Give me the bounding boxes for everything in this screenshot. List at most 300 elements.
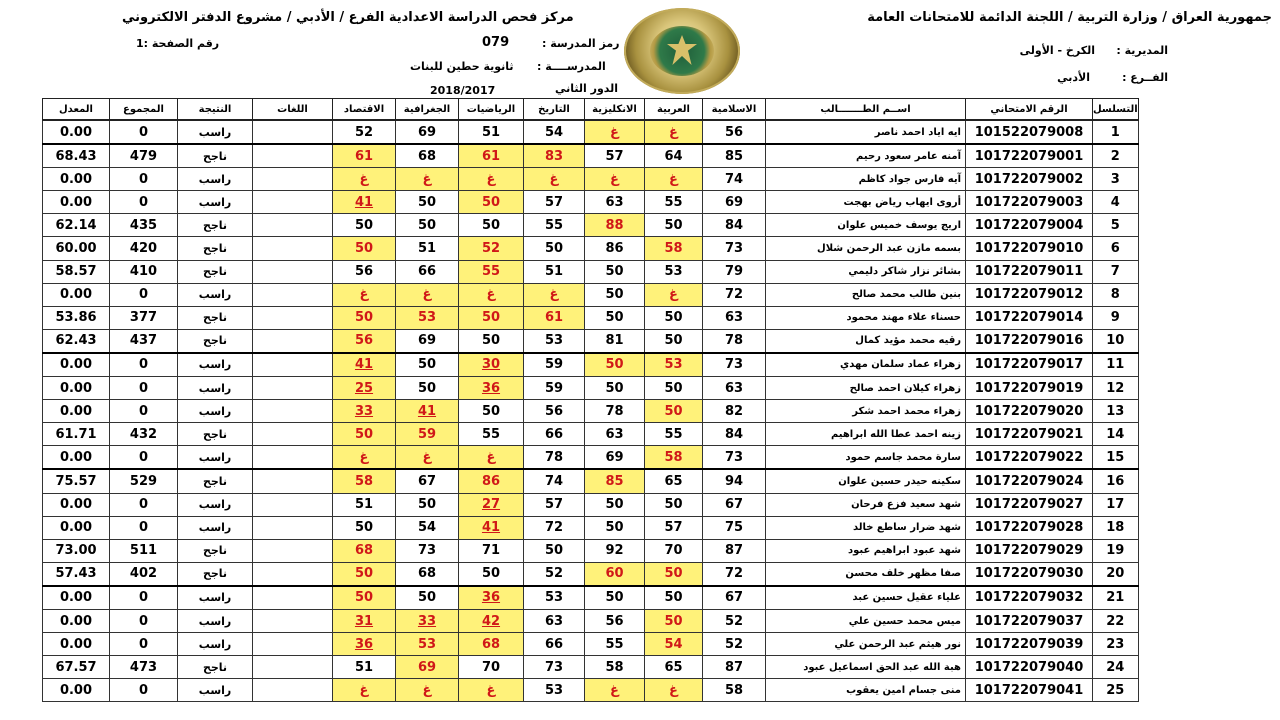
result-cell: راسب (178, 191, 253, 214)
math-cell: 27 (459, 493, 524, 516)
table-row (43, 353, 1139, 377)
geography-cell: 50 (396, 377, 459, 400)
table-header-row (43, 99, 1139, 121)
average-cell: 58.57 (43, 260, 110, 283)
branch-label: الفــرع : (1122, 71, 1168, 84)
school-name: ثانوية حطين للبنات (410, 60, 514, 73)
geography-cell: 67 (396, 469, 459, 493)
student-name-cell: زينه احمد عطا الله ابراهيم (766, 423, 966, 446)
economics-cell: غ (333, 283, 396, 306)
arabic-cell: 58 (645, 446, 703, 470)
result-cell: ناجح (178, 214, 253, 237)
total-cell: 0 (110, 400, 178, 423)
languages-cell (253, 377, 333, 400)
arabic-cell: غ (645, 679, 703, 702)
economics-cell: 25 (333, 377, 396, 400)
history-cell: 51 (524, 260, 585, 283)
total-cell: 410 (110, 260, 178, 283)
student-name-cell: سكينه حيدر حسين علوان (766, 469, 966, 493)
islamic-cell: 87 (703, 539, 766, 562)
arabic-cell: 55 (645, 423, 703, 446)
table-row (43, 516, 1139, 539)
total-cell: 377 (110, 306, 178, 329)
result-cell: ناجح (178, 562, 253, 586)
result-cell: راسب (178, 609, 253, 632)
table-row (43, 168, 1139, 191)
col-header-history: التاريخ (524, 99, 585, 121)
student-name-cell: بشائر نزار شاكر دليمي (766, 260, 966, 283)
result-cell: راسب (178, 400, 253, 423)
table-body (43, 120, 1139, 702)
economics-cell: 61 (333, 144, 396, 168)
table-row (43, 260, 1139, 283)
result-cell: راسب (178, 168, 253, 191)
student-name-cell: آمنه عامر سعود رحيم (766, 144, 966, 168)
economics-cell: 50 (333, 306, 396, 329)
result-cell: راسب (178, 446, 253, 470)
geography-cell: 50 (396, 214, 459, 237)
student-name-cell: اريج يوسف خميس علوان (766, 214, 966, 237)
table-row (43, 493, 1139, 516)
math-cell: غ (459, 283, 524, 306)
total-cell: 0 (110, 586, 178, 610)
arabic-cell: 55 (645, 191, 703, 214)
average-cell: 0.00 (43, 493, 110, 516)
economics-cell: 50 (333, 516, 396, 539)
table-row (43, 539, 1139, 562)
student-name-cell: منى جسام امين يعقوب (766, 679, 966, 702)
economics-cell: 58 (333, 469, 396, 493)
result-cell: ناجح (178, 656, 253, 679)
table-row (43, 214, 1139, 237)
history-cell: 78 (524, 446, 585, 470)
table-row (43, 306, 1139, 329)
history-cell: 74 (524, 469, 585, 493)
result-cell: راسب (178, 516, 253, 539)
arabic-cell: 64 (645, 144, 703, 168)
arabic-cell: 57 (645, 516, 703, 539)
total-cell: 0 (110, 516, 178, 539)
result-cell: راسب (178, 493, 253, 516)
languages-cell (253, 168, 333, 191)
total-cell: 0 (110, 377, 178, 400)
math-cell: 36 (459, 586, 524, 610)
economics-cell: 68 (333, 539, 396, 562)
page-number: رقم الصفحة :1 (136, 37, 220, 50)
exam-number-cell: 101522079008 (966, 120, 1093, 144)
math-cell: 86 (459, 469, 524, 493)
exam-number-cell: 101722079030 (966, 562, 1093, 586)
total-cell: 402 (110, 562, 178, 586)
result-cell: راسب (178, 633, 253, 656)
economics-cell: 41 (333, 353, 396, 377)
col-header-arabic: العربية (645, 99, 703, 121)
average-cell: 0.00 (43, 377, 110, 400)
average-cell: 73.00 (43, 539, 110, 562)
table-row (43, 329, 1139, 353)
languages-cell (253, 120, 333, 144)
islamic-cell: 85 (703, 144, 766, 168)
english-cell: 63 (585, 191, 645, 214)
arabic-cell: 53 (645, 260, 703, 283)
islamic-cell: 52 (703, 609, 766, 632)
col-header-total: المجموع (110, 99, 178, 121)
english-cell: 88 (585, 214, 645, 237)
languages-cell (253, 353, 333, 377)
result-cell: راسب (178, 679, 253, 702)
english-cell: 63 (585, 423, 645, 446)
result-cell: راسب (178, 586, 253, 610)
total-cell: 0 (110, 609, 178, 632)
school-label: المدرســــة : (537, 60, 606, 73)
result-cell: راسب (178, 120, 253, 144)
languages-cell (253, 516, 333, 539)
arabic-cell: 65 (645, 469, 703, 493)
history-cell: 57 (524, 493, 585, 516)
history-cell: غ (524, 168, 585, 191)
col-header-english: الانكليزية (585, 99, 645, 121)
result-cell: ناجح (178, 260, 253, 283)
islamic-cell: 72 (703, 562, 766, 586)
exam-number-cell: 101722079022 (966, 446, 1093, 470)
center-line: مركز فحص الدراسة الاعدادية الفرع / الأدبي / مشروع الدفتر الالكتروني (122, 10, 574, 25)
english-cell: 50 (585, 353, 645, 377)
table-row (43, 586, 1139, 610)
geography-cell: 69 (396, 329, 459, 353)
islamic-cell: 72 (703, 283, 766, 306)
geography-cell: غ (396, 168, 459, 191)
student-name-cell: آيه فارس جواد كاظم (766, 168, 966, 191)
sequence-cell: 6 (1093, 237, 1139, 260)
average-cell: 60.00 (43, 237, 110, 260)
student-name-cell: بنين طالب محمد صالح (766, 283, 966, 306)
table-row (43, 120, 1139, 144)
english-cell: 56 (585, 609, 645, 632)
geography-cell: 53 (396, 306, 459, 329)
student-name-cell: نور هيثم عبد الرحمن علي (766, 633, 966, 656)
history-cell: غ (524, 283, 585, 306)
total-cell: 511 (110, 539, 178, 562)
history-cell: 63 (524, 609, 585, 632)
exam-number-cell: 101722079040 (966, 656, 1093, 679)
islamic-cell: 63 (703, 377, 766, 400)
table-row (43, 400, 1139, 423)
student-name-cell: هبة الله عبد الحق اسماعيل عبود (766, 656, 966, 679)
year: 2018/2017 (430, 84, 496, 97)
geography-cell: 69 (396, 656, 459, 679)
table-row (43, 191, 1139, 214)
exam-number-cell: 101722079037 (966, 609, 1093, 632)
arabic-cell: 65 (645, 656, 703, 679)
student-name-cell: علياء عقيل حسين عبد (766, 586, 966, 610)
average-cell: 61.71 (43, 423, 110, 446)
islamic-cell: 67 (703, 493, 766, 516)
table-row (43, 633, 1139, 656)
sequence-cell: 4 (1093, 191, 1139, 214)
history-cell: 72 (524, 516, 585, 539)
history-cell: 53 (524, 586, 585, 610)
school-code-label: رمز المدرسة : (542, 37, 620, 50)
arabic-cell: غ (645, 120, 703, 144)
math-cell: 55 (459, 423, 524, 446)
sequence-cell: 17 (1093, 493, 1139, 516)
economics-cell: 51 (333, 656, 396, 679)
economics-cell: 56 (333, 260, 396, 283)
average-cell: 0.00 (43, 353, 110, 377)
total-cell: 0 (110, 168, 178, 191)
math-cell: 50 (459, 214, 524, 237)
sequence-cell: 18 (1093, 516, 1139, 539)
grades-table (42, 98, 1139, 702)
languages-cell (253, 191, 333, 214)
exam-number-cell: 101722079028 (966, 516, 1093, 539)
sequence-cell: 8 (1093, 283, 1139, 306)
math-cell: 42 (459, 609, 524, 632)
col-header-student-name: اســم الطـــــــالب (766, 99, 966, 121)
round-label: الدور الثاني (555, 82, 619, 95)
exam-number-cell: 101722079017 (966, 353, 1093, 377)
result-cell: ناجح (178, 423, 253, 446)
table-row (43, 283, 1139, 306)
economics-cell: 52 (333, 120, 396, 144)
table-row (43, 237, 1139, 260)
math-cell: غ (459, 446, 524, 470)
average-cell: 0.00 (43, 516, 110, 539)
arabic-cell: 50 (645, 400, 703, 423)
sequence-cell: 25 (1093, 679, 1139, 702)
sequence-cell: 7 (1093, 260, 1139, 283)
student-name-cell: صفا مظهر خلف محسن (766, 562, 966, 586)
col-header-geography: الجغرافية (396, 99, 459, 121)
islamic-cell: 79 (703, 260, 766, 283)
average-cell: 0.00 (43, 633, 110, 656)
english-cell: غ (585, 679, 645, 702)
islamic-cell: 94 (703, 469, 766, 493)
result-cell: ناجح (178, 237, 253, 260)
english-cell: 85 (585, 469, 645, 493)
sequence-cell: 23 (1093, 633, 1139, 656)
languages-cell (253, 493, 333, 516)
sequence-cell: 21 (1093, 586, 1139, 610)
total-cell: 0 (110, 353, 178, 377)
geography-cell: 50 (396, 493, 459, 516)
geography-cell: 68 (396, 562, 459, 586)
math-cell: 68 (459, 633, 524, 656)
english-cell: 60 (585, 562, 645, 586)
islamic-cell: 75 (703, 516, 766, 539)
economics-cell: غ (333, 446, 396, 470)
english-cell: 50 (585, 586, 645, 610)
exam-number-cell: 101722079021 (966, 423, 1093, 446)
history-cell: 73 (524, 656, 585, 679)
total-cell: 0 (110, 679, 178, 702)
economics-cell: 50 (333, 423, 396, 446)
languages-cell (253, 400, 333, 423)
history-cell: 57 (524, 191, 585, 214)
average-cell: 67.57 (43, 656, 110, 679)
average-cell: 68.43 (43, 144, 110, 168)
col-header-average: المعدل (43, 99, 110, 121)
average-cell: 0.00 (43, 679, 110, 702)
table-row (43, 377, 1139, 400)
directorate-label: المديرية : (1116, 44, 1168, 57)
exam-number-cell: 101722079020 (966, 400, 1093, 423)
languages-cell (253, 329, 333, 353)
math-cell: 52 (459, 237, 524, 260)
islamic-cell: 58 (703, 679, 766, 702)
col-header-exam-number: الرقم الامتحاني (966, 99, 1093, 121)
languages-cell (253, 609, 333, 632)
islamic-cell: 84 (703, 214, 766, 237)
economics-cell: 31 (333, 609, 396, 632)
total-cell: 0 (110, 191, 178, 214)
table-row (43, 656, 1139, 679)
exam-number-cell: 101722079014 (966, 306, 1093, 329)
result-cell: ناجح (178, 539, 253, 562)
student-name-cell: حسناء علاء مهند محمود (766, 306, 966, 329)
table-row (43, 562, 1139, 586)
languages-cell (253, 679, 333, 702)
math-cell: غ (459, 168, 524, 191)
english-cell: غ (585, 168, 645, 191)
table-row (43, 609, 1139, 632)
geography-cell: 41 (396, 400, 459, 423)
sequence-cell: 19 (1093, 539, 1139, 562)
english-cell: 81 (585, 329, 645, 353)
exam-number-cell: 101722079032 (966, 586, 1093, 610)
economics-cell: 50 (333, 214, 396, 237)
sequence-cell: 12 (1093, 377, 1139, 400)
result-cell: ناجح (178, 469, 253, 493)
islamic-cell: 78 (703, 329, 766, 353)
english-cell: 50 (585, 516, 645, 539)
exam-number-cell: 101722079029 (966, 539, 1093, 562)
history-cell: 56 (524, 400, 585, 423)
sequence-cell: 15 (1093, 446, 1139, 470)
history-cell: 50 (524, 539, 585, 562)
arabic-cell: 50 (645, 586, 703, 610)
economics-cell: 41 (333, 191, 396, 214)
table-row (43, 423, 1139, 446)
average-cell: 0.00 (43, 191, 110, 214)
history-cell: 66 (524, 633, 585, 656)
geography-cell: 51 (396, 237, 459, 260)
sequence-cell: 3 (1093, 168, 1139, 191)
geography-cell: 50 (396, 191, 459, 214)
math-cell: 61 (459, 144, 524, 168)
history-cell: 66 (524, 423, 585, 446)
islamic-cell: 73 (703, 446, 766, 470)
total-cell: 0 (110, 493, 178, 516)
table-row (43, 144, 1139, 168)
math-cell: 50 (459, 191, 524, 214)
exam-number-cell: 101722079003 (966, 191, 1093, 214)
school-code: 079 (482, 35, 510, 50)
english-cell: غ (585, 120, 645, 144)
languages-cell (253, 260, 333, 283)
average-cell: 75.57 (43, 469, 110, 493)
arabic-cell: 50 (645, 329, 703, 353)
economics-cell: غ (333, 168, 396, 191)
arabic-cell: 70 (645, 539, 703, 562)
math-cell: 70 (459, 656, 524, 679)
languages-cell (253, 586, 333, 610)
languages-cell (253, 562, 333, 586)
sequence-cell: 9 (1093, 306, 1139, 329)
english-cell: 58 (585, 656, 645, 679)
average-cell: 0.00 (43, 586, 110, 610)
geography-cell: 54 (396, 516, 459, 539)
arabic-cell: غ (645, 168, 703, 191)
languages-cell (253, 539, 333, 562)
geography-cell: غ (396, 679, 459, 702)
total-cell: 0 (110, 283, 178, 306)
math-cell: 36 (459, 377, 524, 400)
exam-number-cell: 101722079012 (966, 283, 1093, 306)
math-cell: 41 (459, 516, 524, 539)
col-header-economics: الاقتصاد (333, 99, 396, 121)
geography-cell: 66 (396, 260, 459, 283)
english-cell: 86 (585, 237, 645, 260)
islamic-cell: 63 (703, 306, 766, 329)
economics-cell: غ (333, 679, 396, 702)
islamic-cell: 82 (703, 400, 766, 423)
languages-cell (253, 283, 333, 306)
average-cell: 0.00 (43, 446, 110, 470)
total-cell: 420 (110, 237, 178, 260)
sequence-cell: 11 (1093, 353, 1139, 377)
exam-number-cell: 101722079027 (966, 493, 1093, 516)
languages-cell (253, 423, 333, 446)
average-cell: 0.00 (43, 609, 110, 632)
ministry-seal-logo (624, 8, 740, 94)
english-cell: 92 (585, 539, 645, 562)
table-row (43, 469, 1139, 493)
english-cell: 78 (585, 400, 645, 423)
english-cell: 50 (585, 493, 645, 516)
total-cell: 529 (110, 469, 178, 493)
col-header-islamic: الاسلامية (703, 99, 766, 121)
arabic-cell: 50 (645, 214, 703, 237)
student-name-cell: بسمه مازن عبد الرحمن شلال (766, 237, 966, 260)
islamic-cell: 52 (703, 633, 766, 656)
english-cell: 50 (585, 283, 645, 306)
exam-number-cell: 101722079024 (966, 469, 1093, 493)
average-cell: 62.43 (43, 329, 110, 353)
math-cell: 30 (459, 353, 524, 377)
sequence-cell: 24 (1093, 656, 1139, 679)
sequence-cell: 14 (1093, 423, 1139, 446)
islamic-cell: 84 (703, 423, 766, 446)
history-cell: 61 (524, 306, 585, 329)
history-cell: 52 (524, 562, 585, 586)
total-cell: 0 (110, 446, 178, 470)
student-name-cell: زهراء محمد احمد شكر (766, 400, 966, 423)
average-cell: 62.14 (43, 214, 110, 237)
exam-number-cell: 101722079004 (966, 214, 1093, 237)
sequence-cell: 10 (1093, 329, 1139, 353)
average-cell: 0.00 (43, 168, 110, 191)
average-cell: 53.86 (43, 306, 110, 329)
islamic-cell: 56 (703, 120, 766, 144)
exam-number-cell: 101722079002 (966, 168, 1093, 191)
sequence-cell: 22 (1093, 609, 1139, 632)
student-name-cell: شهد ضرار ساطع خالد (766, 516, 966, 539)
geography-cell: 68 (396, 144, 459, 168)
history-cell: 53 (524, 679, 585, 702)
arabic-cell: 53 (645, 353, 703, 377)
exam-number-cell: 101722079019 (966, 377, 1093, 400)
